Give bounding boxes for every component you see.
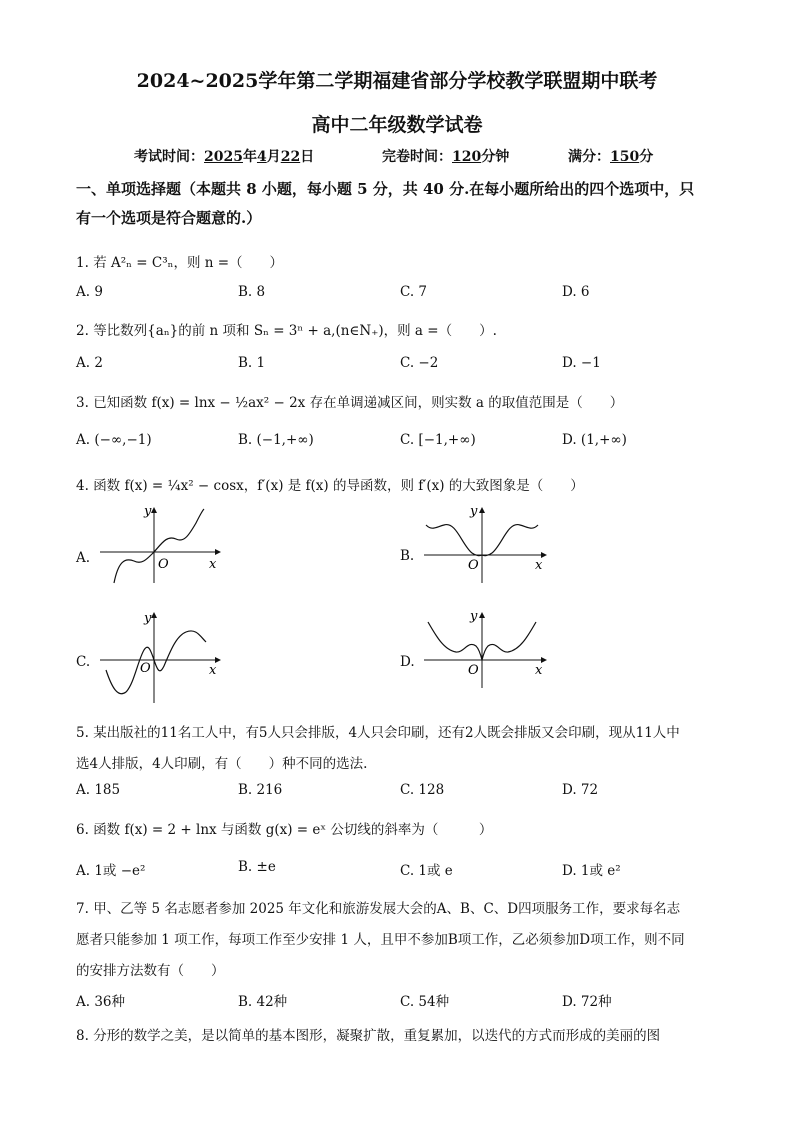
section-heading-line2: 有一个选项是符合题意的.） (76, 209, 262, 227)
exam-info-line (134, 146, 314, 166)
q1-option-b[interactable]: B. 8 (238, 284, 266, 300)
question-8 (76, 1024, 660, 1044)
origin-label: O (140, 661, 151, 676)
question-text: 函数 f(x) = 2 + lnx 与函数 g(x) = eˣ 公切线的斜率为（ ） (93, 822, 493, 838)
q4-option-c[interactable]: C. (76, 654, 91, 670)
question-text: 某出版社的11名工人中，有5人只会排版，4人只会印刷，还有2人既会排版又会印刷，现从11人中 (93, 725, 680, 741)
q4-option-b[interactable]: B. (400, 548, 415, 564)
question-5 (76, 721, 680, 741)
duration-value: 120 (452, 149, 482, 165)
x-label: x (209, 663, 217, 678)
month-unit: 月 (266, 149, 281, 165)
curve (106, 631, 206, 694)
question-text: 甲、乙等 5 名志愿者参加 2025 年文化和旅游发展大会的A、B、C、D四项服务工作，要求每名志 (93, 901, 681, 917)
question-number: 1. (76, 255, 89, 271)
x-label: x (535, 558, 543, 573)
duration-unit: 分钟 (481, 149, 510, 165)
exam-year: 2025 (204, 149, 243, 165)
q5-option-b[interactable]: B. 216 (238, 782, 283, 798)
score-unit: 分 (639, 149, 654, 165)
score-info (568, 146, 653, 166)
q6-option-a[interactable]: A. 1或 −e² (76, 863, 146, 879)
q6-option-d[interactable]: D. 1或 e² (562, 863, 621, 879)
q3-option-c[interactable]: C. [−1,+∞) (400, 432, 476, 448)
score-label: 满分： (568, 149, 610, 165)
origin-label: O (468, 558, 479, 573)
exam-time-label: 考试时间： (134, 149, 204, 165)
duration-info (382, 146, 509, 166)
q6-option-c[interactable]: C. 1或 e (400, 863, 453, 879)
y-label: y (470, 610, 478, 624)
section-heading-line1: 一、单项选择题（本题共 8 小题，每小题 5 分，共 40 分.在每小题所给出的四个选项中，只 (76, 180, 695, 198)
q7-option-a[interactable]: A. 36种 (76, 994, 126, 1010)
graph-d[interactable] (418, 610, 553, 690)
question-text: 若 A²ₙ = C³ₙ，则 n =（ ） (93, 255, 284, 271)
q7-option-c[interactable]: C. 54种 (400, 994, 450, 1010)
question-7 (76, 897, 680, 917)
question-7-cont-2: 的安排方法数有（ ） (76, 963, 225, 979)
exam-title: 2024~2025学年第二学期福建省部分学校教学联盟期中联考 (136, 70, 658, 92)
q5-option-a[interactable]: A. 185 (76, 782, 121, 798)
x-label: x (209, 557, 217, 572)
y-label: y (144, 611, 152, 626)
question-3 (76, 391, 623, 411)
q1-option-c[interactable]: C. 7 (400, 284, 428, 300)
question-number: 7. (76, 901, 89, 917)
x-label: x (535, 663, 543, 678)
q5-option-d[interactable]: D. 72 (562, 782, 599, 798)
question-number: 5. (76, 725, 89, 741)
q5-option-c[interactable]: C. 128 (400, 782, 445, 798)
question-number: 4. (76, 478, 89, 494)
exam-day: 22 (280, 149, 301, 165)
q2-option-c[interactable]: C. −2 (400, 355, 439, 371)
q3-option-d[interactable]: D. (1,+∞) (562, 432, 627, 448)
y-label: y (470, 505, 478, 519)
origin-label: O (468, 663, 479, 678)
question-text: 函数 f(x) = ¼x² − cosx，f′(x) 是 f(x) 的导函数，则 f′(x) 的大致图象是（ ） (93, 478, 584, 494)
exam-month: 4 (256, 149, 267, 165)
question-text: 等比数列{aₙ}的前 n 项和 Sₙ = 3ⁿ + a,(n∈N₊)，则 a =（ ）. (93, 323, 497, 339)
q2-option-d[interactable]: D. −1 (562, 355, 601, 371)
q2-option-b[interactable]: B. 1 (238, 355, 266, 371)
year-unit: 年 (242, 149, 257, 165)
question-number: 3. (76, 395, 89, 411)
question-4 (76, 474, 584, 494)
question-5-cont: 选4人排版，4人印刷，有（ ）种不同的选法. (76, 756, 368, 772)
graph-c[interactable] (92, 610, 227, 705)
q1-option-d[interactable]: D. 6 (562, 284, 590, 300)
q1-option-a[interactable]: A. 9 (76, 284, 103, 300)
question-6 (76, 818, 492, 838)
question-number: 2. (76, 323, 89, 339)
q4-option-a[interactable]: A. (76, 550, 91, 566)
duration-label: 完卷时间： (382, 149, 452, 165)
question-number: 6. (76, 822, 89, 838)
graph-a[interactable] (92, 505, 227, 585)
question-7-cont-1: 愿者只能参加 1 项工作，每项工作至少安排 1 人，且甲不参加B项工作，乙必须参加D项工作，则不同 (76, 932, 685, 948)
question-number: 8. (76, 1028, 89, 1044)
question-text: 已知函数 f(x) = lnx − ½ax² − 2x 存在单调递减区间，则实数 a 的取值范围是（ ） (93, 395, 624, 411)
q4-option-d[interactable]: D. (400, 654, 415, 670)
question-1 (76, 251, 283, 271)
q2-option-a[interactable]: A. 2 (76, 355, 103, 371)
graph-b[interactable] (418, 505, 553, 585)
score-value: 150 (610, 149, 640, 165)
day-unit: 日 (300, 149, 315, 165)
question-text: 分形的数学之美，是以简单的基本图形，凝聚扩散，重复累加，以迭代的方式而形成的美丽的图 (93, 1028, 661, 1044)
origin-label: O (158, 557, 169, 572)
y-label: y (144, 505, 152, 519)
question-2 (76, 319, 497, 339)
exam-subtitle: 高中二年级数学试卷 (311, 114, 483, 136)
q3-option-b[interactable]: B. (−1,+∞) (238, 432, 314, 448)
q6-option-b[interactable]: B. ±e (238, 859, 276, 875)
q7-option-b[interactable]: B. 42种 (238, 994, 288, 1010)
q3-option-a[interactable]: A. (−∞,−1) (76, 432, 152, 448)
q7-option-d[interactable]: D. 72种 (562, 994, 612, 1010)
